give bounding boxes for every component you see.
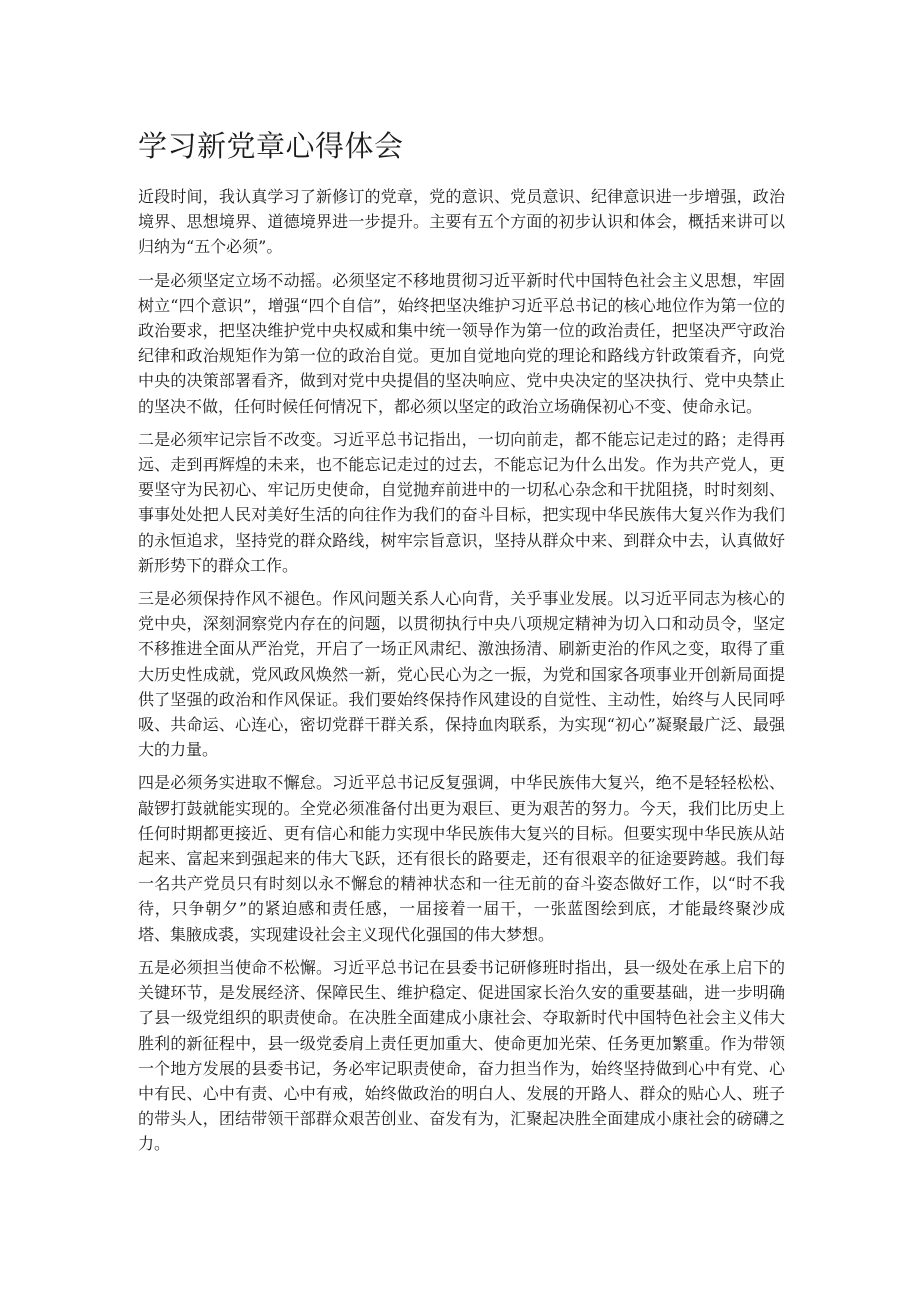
document-page (138, 128, 785, 1165)
paragraph-point-4: 四是必须务实进取不懈怠。习近平总书记反复强调，中华民族伟大复兴，绝不是轻轻松松、敲锣打鼓就能实现的。全党必须准备付出更为艰巨、更为艰苦的努力。今天，我们比历史上任何时期都更接近、更有信心和能力实现中华民族伟大复兴的目标。但要实现中华民族从站起来、富起来到强起来的伟大飞跃，还有很长的路要走，还有很艰辛的征途要跨越。我们每一名共产党员只有时刻以永不懈怠的精神状态和一往无前的奋斗姿态做好工作，以“时不我待，只争朝夕”的紧迫感和责任感，一届接着一届干，一张蓝图绘到底，才能最终聚沙成塔、集腋成裘，实现建设社会主义现代化强国的伟大梦想。 (138, 773, 785, 944)
paragraph-point-2: 二是必须牢记宗旨不改变。习近平总书记指出，一切向前走，都不能忘记走过的路；走得再远、走到再辉煌的未来，也不能忘记走过的过去，不能忘记为什么出发。作为共产党人，更要坚守为民初心、牢记历史使命，自觉抛弃前进中的一切私心杂念和干扰阻挠，时时刻刻、事事处处把人民对美好生活的向往作为我们的奋斗目标，把实现中华民族伟大复兴作为我们的永恒追求，坚持党的群众路线，树牢宗旨意识，坚持从群众中来、到群众中去，认真做好新形势下的群众工作。 (138, 429, 785, 575)
document-title: 学习新党章心得体会 (138, 129, 404, 163)
paragraph-point-3: 三是必须保持作风不褪色。作风问题关系人心向背，关乎事业发展。以习近平同志为核心的党中央，深刻洞察党内存在的问题，以贯彻执行中央八项规定精神为切入口和动员令，坚定不移推进全面从严治党，开启了一场正风肃纪、激浊扬清、刷新吏治的作风之变，取得了重大历史性成就，党风政风焕然一新，党心民心为之一振，为党和国家各项事业开创新局面提供了坚强的政治和作风保证。我们要始终保持作风建设的自觉性、主动性，始终与人民同呼吸、共命运、心连心，密切党群干群关系，保持血肉联系，为实现“初心”凝聚最广泛、最强大的力量。 (138, 589, 785, 760)
paragraph-point-1: 一是必须坚定立场不动摇。必须坚定不移地贯彻习近平新时代中国特色社会主义思想，牢固树立“四个意识”，增强“四个自信”，始终把坚决维护习近平总书记的核心地位作为第一位的政治要求，把坚决维护党中央权威和集中统一领导作为第一位的政治责任，把坚决严守政治纪律和政治规矩作为第一位的政治自觉。更加自觉地向党的理论和路线方针政策看齐，向党中央的决策部署看齐，做到对党中央提倡的坚决响应、党中央决定的坚决执行、党中央禁止的坚决不做，任何时候任何情况下，都必须以坚定的政治立场确保初心不变、使命永记。 (138, 270, 785, 416)
paragraph-intro: 近段时间，我认真学习了新修订的党章，党的意识、党员意识、纪律意识进一步增强，政治境界、思想境界、道德境界进一步提升。主要有五个方面的初步认识和体会，概括来讲可以归纳为“五个必须”。 (138, 187, 785, 257)
paragraph-point-5: 五是必须担当使命不松懈。习近平总书记在县委书记研修班时指出，县一级处在承上启下的关键环节，是发展经济、保障民生、维护稳定、促进国家长治久安的重要基础，进一步明确了县一级党组织的职责使命。在决胜全面建成小康社会、夺取新时代中国特色社会主义伟大胜利的新征程中，县一级党委肩上责任更加重大、使命更加光荣、任务更加繁重。作为带领一个地方发展的县委书记，务必牢记职责使命，奋力担当作为，始终坚持做到心中有党、心中有民、心中有责、心中有戒，始终做政治的明白人、发展的开路人、群众的贴心人、班子的带头人，团结带领干部群众艰苦创业、奋发有为，汇聚起决胜全面建成小康社会的磅礴之力。 (138, 957, 785, 1154)
